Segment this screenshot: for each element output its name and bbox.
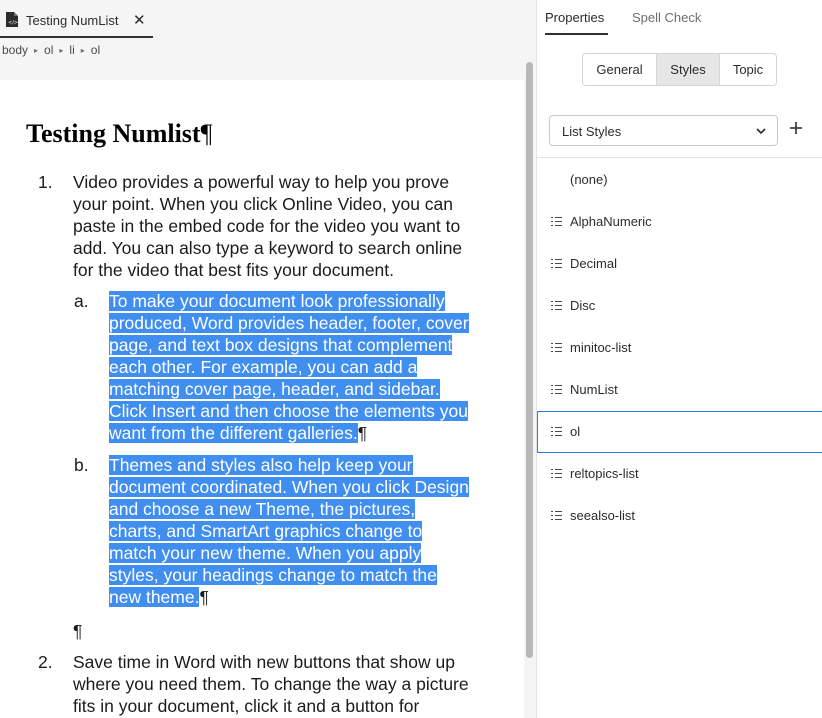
scrollbar-thumb[interactable] [526, 62, 533, 658]
breadcrumb-item[interactable]: ol [44, 43, 54, 57]
style-item-label: reltopics-list [570, 466, 639, 481]
style-item-label: seealso-list [570, 508, 636, 523]
breadcrumb-separator-icon: ▸ [80, 45, 85, 55]
selected-text-line: Themes and styles also help keep your [109, 455, 413, 475]
document-tab-bar [0, 0, 536, 38]
text-line: for the video that best fits your document. [73, 260, 395, 280]
style-item-alphanumeric[interactable] [537, 201, 822, 243]
list-icon [551, 300, 562, 311]
list-icon [551, 384, 562, 395]
style-item-label: AlphaNumeric [570, 214, 652, 229]
text-line: paste in the embed code for the video you want to [73, 216, 461, 236]
dropdown-label: List Styles [562, 124, 622, 139]
segment-topic[interactable]: Topic [719, 54, 776, 85]
properties-panel [536, 0, 822, 718]
style-item-seealso-list[interactable] [537, 495, 822, 537]
text-line: fits in your document, click it and a button for [73, 696, 420, 716]
text-line: Save time in Word with new buttons that show up [73, 652, 455, 672]
pilcrow-mark: ¶ [357, 423, 368, 443]
style-item-disc[interactable] [537, 285, 822, 327]
pilcrow-mark: ¶ [200, 119, 213, 148]
list-icon [551, 426, 562, 437]
style-item-label: Disc [570, 298, 596, 313]
style-item-minitoc-list[interactable] [537, 327, 822, 369]
properties-segmented-control [582, 53, 777, 86]
selected-text-line: page, and text box designs that complement [109, 335, 453, 355]
style-item-label: (none) [570, 172, 608, 187]
selected-text-line: matching cover page, header, and sidebar. [109, 379, 440, 399]
divider [537, 157, 822, 158]
document-page[interactable] [0, 80, 524, 718]
selected-text-line: produced, Word provides header, footer, cover [109, 313, 469, 333]
selected-text-line: and choose a new Theme, the pictures, [109, 499, 416, 519]
style-item-label: minitoc-list [570, 340, 632, 355]
style-item-ol[interactable] [537, 411, 822, 453]
list-icon [551, 342, 562, 353]
selected-text-line: charts, and SmartArt graphics change to [109, 521, 423, 541]
text-line: Video provides a powerful way to help you prove [73, 172, 450, 192]
tab-spell-check[interactable]: Spell Check [632, 10, 702, 25]
style-item-reltopics-list[interactable] [537, 453, 822, 495]
text-line: add. You can also type a keyword to search online [73, 238, 463, 258]
pilcrow-mark: ¶ [199, 587, 209, 607]
style-item-none[interactable] [537, 159, 822, 201]
style-item-decimal[interactable] [537, 243, 822, 285]
style-item-label: Decimal [570, 256, 617, 271]
list-marker: b. [74, 455, 89, 475]
document-tab[interactable] [0, 4, 153, 38]
list-styles-dropdown[interactable] [549, 115, 778, 146]
text-line: your point. When you click Online Video, you can [73, 194, 454, 214]
selected-text-line: match your new theme. When you apply [109, 543, 422, 563]
style-item-label: ol [570, 424, 581, 439]
title-text: Testing Numlist [26, 119, 201, 148]
selected-text-line: To make your document look professionally [109, 291, 445, 311]
selected-text-line: each other. For example, you can add a [109, 357, 418, 377]
segment-general[interactable]: General [596, 62, 643, 77]
svg-text:</>: </> [8, 20, 18, 26]
plus-icon[interactable] [789, 121, 803, 135]
tab-properties[interactable]: Properties [545, 10, 605, 25]
text-line: where you need them. To change the way a picture [73, 674, 469, 694]
list-marker: 1. [38, 172, 53, 192]
list-icon [551, 258, 562, 269]
style-item-numlist[interactable] [537, 369, 822, 411]
panel-tab-bar [537, 0, 822, 38]
breadcrumb-item[interactable]: li [69, 43, 75, 57]
breadcrumb-item[interactable]: body [2, 43, 29, 57]
selected-text-line: Click Insert and then choose the elements you [109, 401, 468, 421]
empty-paragraph[interactable] [73, 620, 82, 642]
document-tab-label: Testing NumList [26, 13, 119, 28]
selected-text-line: styles, your headings change to match the [109, 565, 437, 585]
segment-styles[interactable]: Styles [656, 54, 719, 85]
list-icon [551, 510, 562, 521]
style-item-label: NumList [570, 382, 618, 397]
pilcrow-mark: ¶ [73, 621, 83, 641]
breadcrumb [0, 40, 102, 60]
page-title[interactable] [26, 119, 212, 149]
selected-text-line: want from the different galleries. [109, 423, 358, 443]
list-marker: a. [74, 291, 89, 311]
xml-file-icon [6, 12, 18, 27]
breadcrumb-separator-icon: ▸ [59, 45, 64, 55]
editor-scrollbar[interactable] [524, 60, 536, 718]
selected-text-line: new theme. [109, 587, 200, 607]
list-marker: 2. [38, 652, 53, 672]
list-icon [551, 216, 562, 227]
breadcrumb-item[interactable]: ol [90, 43, 101, 57]
breadcrumb-separator-icon: ▸ [34, 45, 39, 55]
active-tab-indicator [545, 33, 608, 35]
selected-text-line: document coordinated. When you click Design [109, 477, 469, 497]
close-icon[interactable]: ✕ [133, 12, 146, 29]
chevron-down-icon [755, 125, 767, 137]
list-icon [551, 468, 562, 479]
